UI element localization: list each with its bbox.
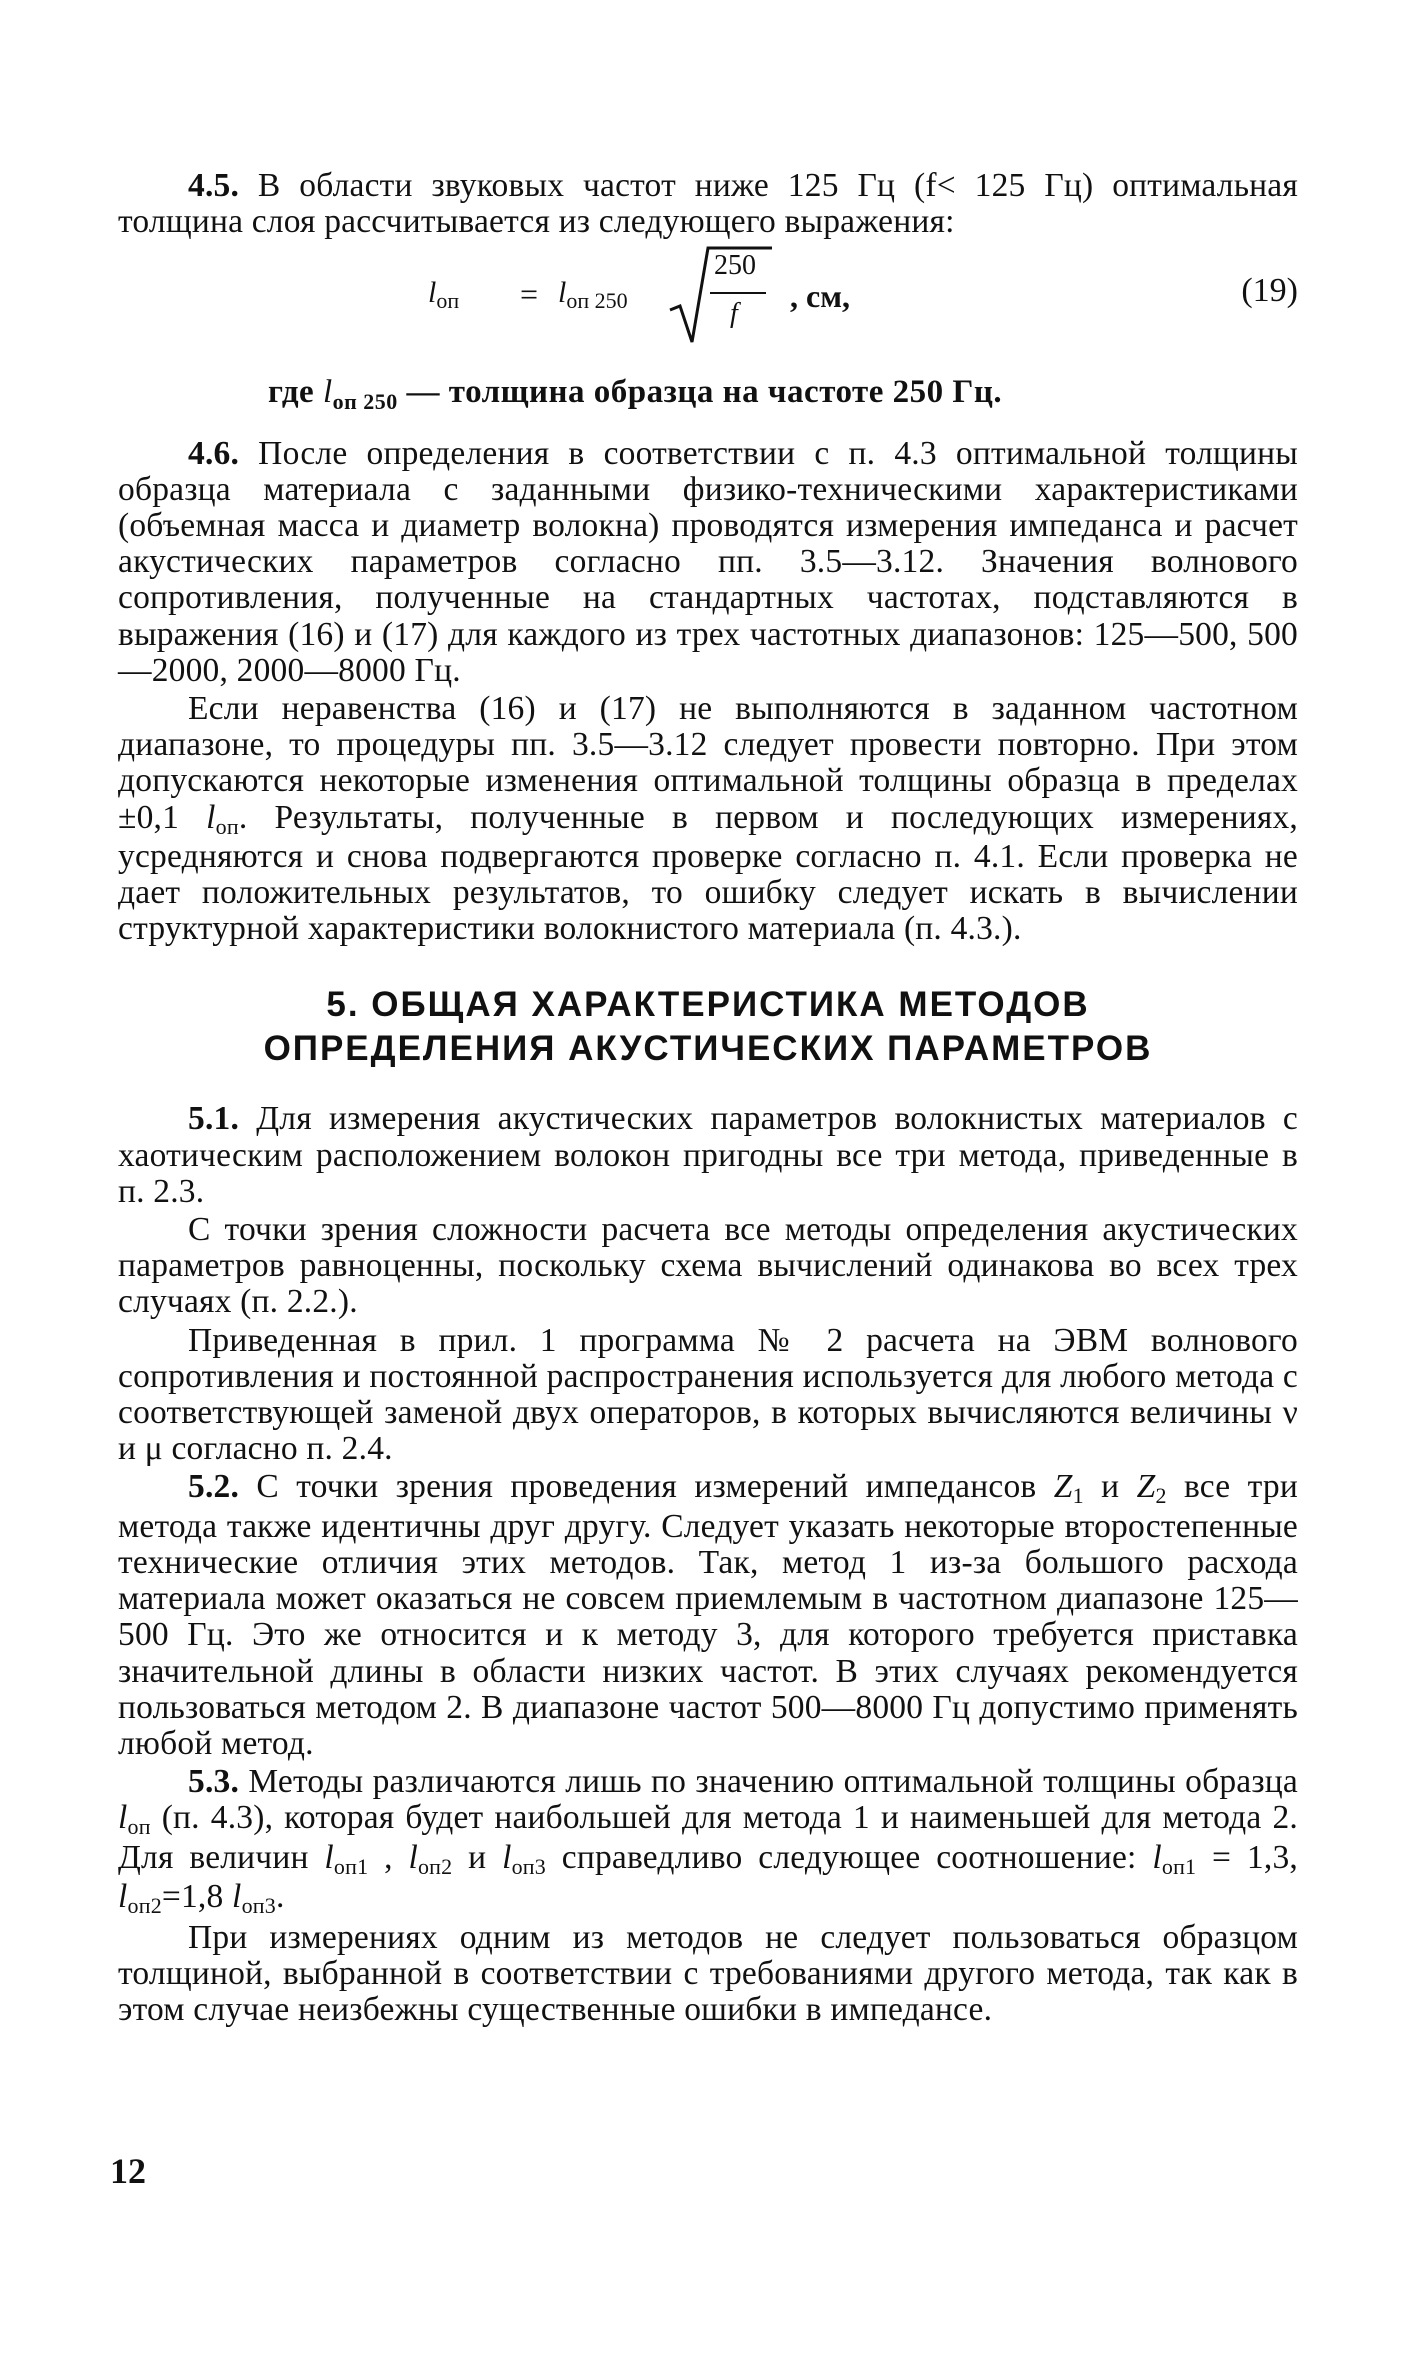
heading-line-2: ОПРЕДЕЛЕНИЯ АКУСТИЧЕСКИХ ПАРАМЕТРОВ bbox=[263, 1029, 1153, 1069]
fraction-bar bbox=[710, 292, 766, 294]
paragraph-4-5 bbox=[118, 168, 1298, 240]
formula-19 bbox=[118, 242, 1298, 360]
section-number: 5.1. bbox=[188, 1100, 240, 1138]
paragraph-5-3: 5.3. Методы различаются лишь по значению оптимальной толщины образца lоп (п. 4.3), которая будет наибольшей для метода 1 и наименьшей для метода 2. Для величин lоп1 , lоп2 и lоп3 справедливо следующее соотношение: lоп1 = 1,3, lоп2=1,8 lоп3. bbox=[118, 1763, 1298, 1918]
paragraph-5-1-b: С точки зрения сложности расчета все методы определения акустических параметров равноценны, поскольку схема вычислений одинакова во всех трех случаях (п. 2.2.). bbox=[118, 1211, 1298, 1321]
equation-number: (19) bbox=[1241, 272, 1298, 310]
heading-line-1: 5. ОБЩАЯ ХАРАКТЕРИСТИКА МЕТОДОВ bbox=[326, 985, 1090, 1025]
page-content bbox=[118, 168, 1298, 2029]
paragraph-4-6 bbox=[118, 436, 1298, 689]
paragraph-text: После определения в соответствии с п. 4.3 оптимальной толщины образца материала с заданными физико-техническими характеристиками (объемная масса и диаметр волокна) проводятся измерения импеданса и расчет акустических параметров согласно пп. 3.5—3.12. Значения волнового сопротивления, полученные на стандартных частотах, подставляются в выражения (16) и (17) для каждого из трех частотных диапазонов: 125—500, 500—2000, 2000—8000 Гц. bbox=[118, 434, 1298, 689]
paragraph-5-1 bbox=[118, 1101, 1298, 1210]
section-number: 5.3. bbox=[188, 1763, 240, 1801]
fraction-denominator: f bbox=[730, 298, 738, 330]
formula-lhs: $l_{оп}$ bbox=[428, 276, 460, 314]
section-heading-5 bbox=[118, 983, 1298, 1071]
paragraph-5-1-c: Приведенная в прил. 1 программа № 2 расчета на ЭВМ волнового сопротивления и постоянной распространения используется для любого метода с соответствующей заменой двух операторов, в которых вычисляются величины ν и μ согласно п. 2.4. bbox=[118, 1321, 1298, 1468]
paragraph-text: Для измерения акустических параметров волокнистых материалов с хаотическим расположением волокон пригодны все три метода, приведенные в п. 2.3. bbox=[118, 1100, 1298, 1210]
paragraph-4-6-continued: Если неравенства (16) и (17) не выполняются в заданном частотном диапазоне, то процедуры пп. 3.5—3.12 следует провести повторно. При этом допускаются некоторые изменения оптимальной толщины образца в пределах ±0,1 lоп. Результаты, полученные в первом и последующих измерениях, усредняются и снова подвергаются проверке согласно п. 4.1. Если проверка не дает положительных результатов, то ошибку следует искать в вычислении структурной характеристики волокнистого материала (п. 4.3.). bbox=[118, 690, 1298, 948]
paragraph-5-2: 5.2. С точки зрения проведения измерений импедансов Z1 и Z2 все три метода также идентичны друг другу. Следует указать некоторые второстепенные технические отличия этих методов. Так, метод 1 из-за большого расхода материала может оказаться не совсем приемлемым в частотном диапазоне 125—500 Гц. Это же относится и к методу 3, для которого требуется приставка значительной длины в области низких частот. В этих случаях рекомендуется пользоваться методом 2. В диапазоне частот 500—8000 Гц допустимо применять любой метод. bbox=[118, 1468, 1298, 1762]
section-number: 5.2. bbox=[188, 1468, 240, 1506]
paragraph-text: В области звуковых частот ниже 125 Гц (f< 125 Гц) оптимальная толщина слоя рассчитывается из следующего выражения: bbox=[118, 167, 1298, 241]
page-number: 12 bbox=[110, 2151, 146, 2191]
fraction-numerator: 250 bbox=[714, 250, 756, 282]
section-number: 4.5. bbox=[188, 167, 240, 204]
formula-unit: , см, bbox=[790, 278, 850, 315]
formula-rhs: $l_{оп 250}$ bbox=[558, 276, 628, 314]
formula-equals: = bbox=[520, 276, 539, 313]
section-number: 4.6. bbox=[188, 434, 240, 472]
paragraph-5-3-b: При измерениях одним из методов не следует пользоваться образцом толщиной, выбранной в соответствии с требованиями другого метода, так как в этом случае неизбежны существенные ошибки в импедансе. bbox=[118, 1918, 1298, 2029]
formula-where-line: где $l_{оп 250}$ — толщина образца на частоте 250 Гц. bbox=[268, 374, 1003, 415]
